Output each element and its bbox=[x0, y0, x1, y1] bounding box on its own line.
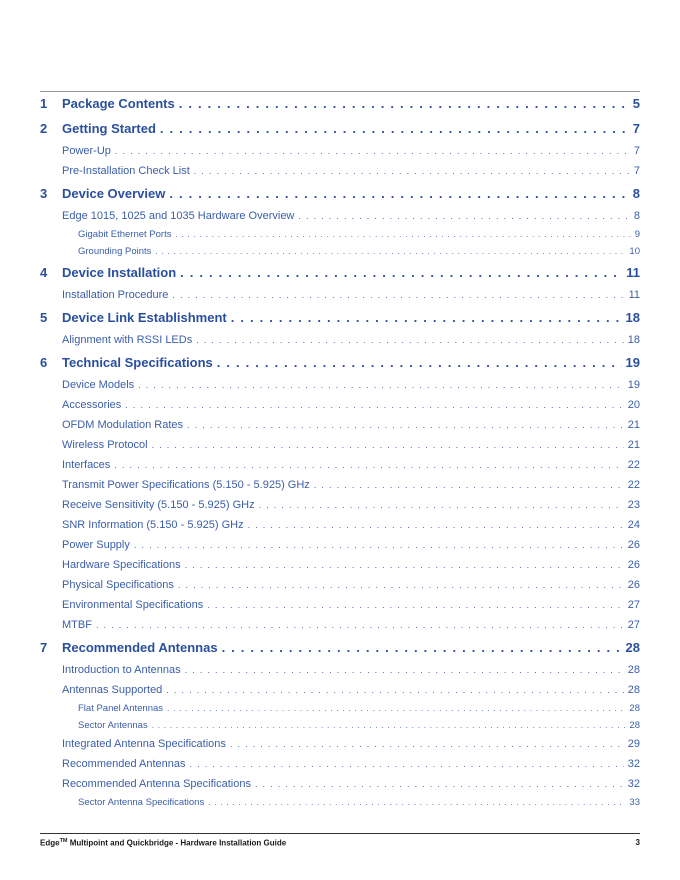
toc-section-entry[interactable] bbox=[40, 375, 640, 395]
entry-page-number: 22 bbox=[627, 459, 640, 471]
entry-page-number: 20 bbox=[627, 399, 640, 411]
dot-leader bbox=[185, 555, 624, 575]
chapter-page-number: 18 bbox=[625, 310, 640, 325]
toc-subsection-entry[interactable] bbox=[40, 794, 640, 811]
dot-leader bbox=[222, 640, 622, 655]
dot-leader bbox=[115, 141, 630, 161]
dot-leader bbox=[298, 206, 630, 226]
toc-section-entry[interactable] bbox=[40, 330, 640, 350]
toc-section-entry[interactable] bbox=[40, 141, 640, 161]
entry-page-number: 27 bbox=[627, 599, 640, 611]
entry-page-number: 7 bbox=[633, 145, 640, 157]
toc-section-entry[interactable] bbox=[40, 595, 640, 615]
chapter-title: Getting Started bbox=[62, 121, 156, 136]
entry-title: OFDM Modulation Rates bbox=[62, 419, 184, 431]
dot-leader bbox=[114, 455, 623, 475]
entry-title: SNR Information (5.150 - 5.925) GHz bbox=[62, 519, 244, 531]
toc-section-entry[interactable] bbox=[40, 774, 640, 794]
toc-section-entry[interactable] bbox=[40, 161, 640, 181]
chapter-page-number: 11 bbox=[626, 265, 640, 280]
dot-leader bbox=[259, 495, 624, 515]
entry-page-number: 19 bbox=[627, 379, 640, 391]
chapter-number: 1 bbox=[40, 96, 48, 111]
dot-leader bbox=[166, 680, 623, 700]
entry-title: Hardware Specifications bbox=[62, 559, 181, 571]
entry-title: MTBF bbox=[62, 619, 92, 631]
entry-page-number: 10 bbox=[629, 246, 640, 257]
entry-title: Power-Up bbox=[62, 145, 111, 157]
dot-leader bbox=[160, 121, 629, 136]
entry-title: Power Supply bbox=[62, 539, 130, 551]
chapter-number: 6 bbox=[40, 355, 48, 370]
entry-page-number: 26 bbox=[627, 559, 640, 571]
chapter-title: Device Overview bbox=[62, 186, 166, 201]
entry-title: Flat Panel Antennas bbox=[78, 703, 164, 714]
chapter-number: 2 bbox=[40, 121, 48, 136]
dot-leader bbox=[208, 794, 625, 811]
dot-leader bbox=[314, 475, 624, 495]
entry-page-number: 28 bbox=[629, 703, 640, 714]
toc-section-entry[interactable] bbox=[40, 395, 640, 415]
chapter-number: 4 bbox=[40, 265, 48, 280]
entry-page-number: 29 bbox=[627, 738, 640, 750]
toc-chapter-entry[interactable] bbox=[40, 186, 640, 206]
toc-section-entry[interactable] bbox=[40, 615, 640, 635]
entry-title: Sector Antennas bbox=[78, 720, 148, 731]
entry-title: Physical Specifications bbox=[62, 579, 174, 591]
toc-section-entry[interactable] bbox=[40, 660, 640, 680]
toc-section-entry[interactable] bbox=[40, 734, 640, 754]
chapter-number: 5 bbox=[40, 310, 48, 325]
dot-leader bbox=[172, 285, 624, 305]
dot-leader bbox=[231, 310, 622, 325]
dot-leader bbox=[179, 96, 629, 111]
chapter-title: Recommended Antennas bbox=[62, 640, 218, 655]
entry-page-number: 28 bbox=[629, 720, 640, 731]
dot-leader bbox=[96, 615, 624, 635]
entry-title: Installation Procedure bbox=[62, 289, 169, 301]
dot-leader bbox=[178, 575, 624, 595]
entry-page-number: 11 bbox=[628, 289, 640, 301]
chapter-page-number: 7 bbox=[632, 121, 640, 136]
toc-section-entry[interactable] bbox=[40, 206, 640, 226]
toc-subsection-entry[interactable] bbox=[40, 226, 640, 243]
footer-rule bbox=[40, 833, 640, 834]
toc-chapter-entry[interactable] bbox=[40, 96, 640, 116]
entry-title: Interfaces bbox=[62, 459, 111, 471]
entry-page-number: 8 bbox=[633, 210, 640, 222]
top-rule bbox=[40, 91, 640, 92]
entry-page-number: 33 bbox=[629, 797, 640, 808]
entry-title: Alignment with RSSI LEDs bbox=[62, 334, 193, 346]
entry-page-number: 21 bbox=[627, 419, 640, 431]
dot-leader bbox=[180, 265, 622, 280]
entry-title: Grounding Points bbox=[78, 246, 152, 257]
entry-page-number: 24 bbox=[627, 519, 640, 531]
toc-section-entry[interactable] bbox=[40, 535, 640, 555]
entry-title: Edge 1015, 1025 and 1035 Hardware Overview bbox=[62, 210, 295, 222]
entry-title: Antennas Supported bbox=[62, 684, 163, 696]
toc-section-entry[interactable] bbox=[40, 495, 640, 515]
chapter-title: Device Installation bbox=[62, 265, 177, 280]
chapter-page-number: 19 bbox=[625, 355, 640, 370]
toc-chapter-entry[interactable] bbox=[40, 310, 640, 330]
toc-section-entry[interactable] bbox=[40, 575, 640, 595]
toc-subsection-entry[interactable] bbox=[40, 700, 640, 717]
toc-section-entry[interactable] bbox=[40, 680, 640, 700]
dot-leader bbox=[187, 415, 624, 435]
dot-leader bbox=[255, 774, 624, 794]
entry-title: Wireless Protocol bbox=[62, 439, 148, 451]
entry-page-number: 23 bbox=[627, 499, 640, 511]
entry-title: Receive Sensitivity (5.150 - 5.925) GHz bbox=[62, 499, 255, 511]
entry-title: Pre-Installation Check List bbox=[62, 165, 190, 177]
toc-section-entry[interactable] bbox=[40, 455, 640, 475]
entry-page-number: 27 bbox=[627, 619, 640, 631]
entry-page-number: 26 bbox=[627, 579, 640, 591]
chapter-page-number: 28 bbox=[625, 640, 640, 655]
entry-page-number: 18 bbox=[627, 334, 640, 346]
entry-title: Accessories bbox=[62, 399, 122, 411]
entry-title: Device Models bbox=[62, 379, 135, 391]
dot-leader bbox=[248, 515, 624, 535]
toc-section-entry[interactable] bbox=[40, 754, 640, 774]
toc-section-entry[interactable] bbox=[40, 415, 640, 435]
chapter-title: Package Contents bbox=[62, 96, 175, 111]
table-of-contents bbox=[40, 96, 640, 811]
page-footer bbox=[40, 838, 640, 848]
dot-leader bbox=[185, 660, 624, 680]
dot-leader bbox=[138, 375, 624, 395]
dot-leader bbox=[207, 595, 624, 615]
toc-section-entry[interactable] bbox=[40, 515, 640, 535]
toc-chapter-entry[interactable] bbox=[40, 121, 640, 141]
entry-title: Environmental Specifications bbox=[62, 599, 204, 611]
chapter-number: 7 bbox=[40, 640, 48, 655]
dot-leader bbox=[152, 717, 626, 734]
toc-chapter-entry[interactable] bbox=[40, 640, 640, 660]
entry-page-number: 32 bbox=[627, 758, 640, 770]
entry-title: Introduction to Antennas bbox=[62, 664, 181, 676]
toc-section-entry[interactable] bbox=[40, 285, 640, 305]
entry-title: Integrated Antenna Specifications bbox=[62, 738, 226, 750]
entry-page-number: 26 bbox=[627, 539, 640, 551]
toc-subsection-entry[interactable] bbox=[40, 243, 640, 260]
dot-leader bbox=[230, 734, 624, 754]
toc-section-entry[interactable] bbox=[40, 435, 640, 455]
entry-title: Transmit Power Specifications (5.150 - 5.925) GHz bbox=[62, 479, 310, 491]
dot-leader bbox=[194, 161, 630, 181]
entry-title: Recommended Antenna Specifications bbox=[62, 778, 251, 790]
chapter-number: 3 bbox=[40, 186, 48, 201]
toc-section-entry[interactable] bbox=[40, 555, 640, 575]
dot-leader bbox=[167, 700, 625, 717]
toc-chapter-entry[interactable] bbox=[40, 265, 640, 285]
dot-leader bbox=[152, 435, 624, 455]
entry-page-number: 32 bbox=[627, 778, 640, 790]
toc-chapter-entry[interactable] bbox=[40, 355, 640, 375]
chapter-title: Device Link Establishment bbox=[62, 310, 227, 325]
chapter-page-number: 8 bbox=[632, 186, 640, 201]
dot-leader bbox=[169, 186, 628, 201]
entry-page-number: 21 bbox=[627, 439, 640, 451]
footer-page-number: 3 bbox=[635, 838, 640, 847]
dot-leader bbox=[125, 395, 623, 415]
dot-leader bbox=[217, 355, 622, 370]
chapter-title: Technical Specifications bbox=[62, 355, 213, 370]
footer-document-title: Edge™ Multipoint and Quickbridge - Hardware Installation Guide bbox=[40, 838, 287, 848]
entry-page-number: 28 bbox=[627, 664, 640, 676]
dot-leader bbox=[190, 754, 624, 774]
entry-page-number: 7 bbox=[633, 165, 640, 177]
entry-title: Gigabit Ethernet Ports bbox=[78, 229, 172, 240]
dot-leader bbox=[134, 535, 624, 555]
toc-subsection-entry[interactable] bbox=[40, 717, 640, 734]
dot-leader bbox=[196, 330, 624, 350]
chapter-page-number: 5 bbox=[632, 96, 640, 111]
entry-page-number: 9 bbox=[634, 229, 640, 240]
dot-leader bbox=[155, 243, 625, 260]
entry-page-number: 28 bbox=[627, 684, 640, 696]
entry-title: Recommended Antennas bbox=[62, 758, 186, 770]
dot-leader bbox=[175, 226, 630, 243]
entry-page-number: 22 bbox=[627, 479, 640, 491]
entry-title: Sector Antenna Specifications bbox=[78, 797, 205, 808]
toc-section-entry[interactable] bbox=[40, 475, 640, 495]
